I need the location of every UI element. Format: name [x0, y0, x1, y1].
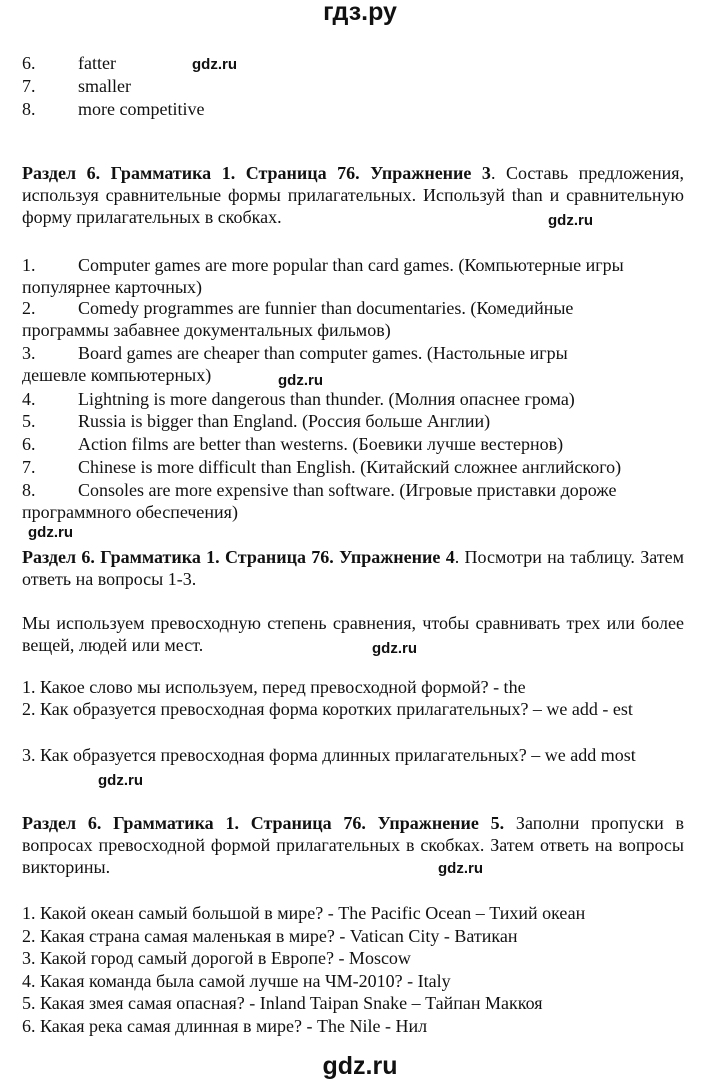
exercise-4-heading	[22, 546, 684, 590]
exercise-5-instruction: Заполни пропуски в вопросах превосходной формой прилагательных в скобках. Затем ответь на вопросы викторины.	[22, 813, 684, 877]
exercise-4-question-3: 3. Как образуется превосходная форма длинных прилагательных? – we add most	[22, 745, 636, 765]
watermark: gdz.ru	[28, 524, 73, 541]
exercise-4-question-1: 1. Какое слово мы используем, перед превосходной формой? - the	[22, 677, 526, 697]
watermark: gdz.ru	[548, 212, 593, 229]
exercise-4-title: Раздел 6. Грамматика 1. Страница 76. Упражнение 4	[22, 547, 455, 567]
exercise-4-intro: Мы используем превосходную степень сравнения, чтобы сравнивать трех или более вещей, людей или мест.	[22, 613, 684, 655]
exercise-4-question-2: 2. Как образуется превосходная форма коротких прилагательных? – we add - est	[22, 699, 633, 719]
watermark: gdz.ru	[98, 772, 143, 789]
list-item: 3. Какой город самый дорогой в Европе? - Moscow	[22, 948, 411, 968]
exercise-3-instruction: . Составь предложения, используя сравнительные формы прилагательных. Используй than и сравнительную форму прилагательных в скобках.	[22, 163, 684, 227]
list-item: 7. smaller	[22, 76, 131, 96]
list-item: 2. Comedy programmes are funnier than documentaries. (Комедийные программы забавнее документальных фильмов)	[22, 298, 574, 340]
exercise-3-title: Раздел 6. Грамматика 1. Страница 76. Упражнение 3	[22, 163, 491, 183]
watermark: gdz.ru	[438, 860, 483, 877]
list-item: 5. Какая змея самая опасная? - Inland Taipan Snake – Тайпан Маккоя	[22, 993, 543, 1013]
list-item: 4. Какая команда была самой лучше на ЧМ-2010? - Italy	[22, 971, 451, 991]
list-item: 2. Какая страна самая маленькая в мире? - Vatican City - Ватикан	[22, 926, 518, 946]
list-item: 4. Lightning is more dangerous than thunder. (Молния опаснее грома)	[22, 389, 575, 409]
list-item: 6. fatter	[22, 53, 116, 73]
list-item: 1. Какой океан самый большой в мире? - The Pacific Ocean – Тихий океан	[22, 903, 586, 923]
list-item: 6. Action films are better than westerns. (Боевики лучше вестернов)	[22, 434, 564, 454]
list-item: 3. Board games are cheaper than computer games. (Настольные игры дешевле компьютерных)	[22, 343, 568, 385]
watermark: gdz.ru	[278, 372, 323, 389]
site-header: гдз.ру	[323, 0, 397, 26]
list-item: 8. Consoles are more expensive than software. (Игровые приставки дороже программного обеспечения)	[22, 480, 617, 522]
exercise-5-title: Раздел 6. Грамматика 1. Страница 76. Упражнение 5.	[22, 813, 505, 833]
list-item: 1. Computer games are more popular than card games. (Компьютерные игры популярнее карточных)	[22, 255, 624, 297]
list-item: 5. Russia is bigger than England. (Россия больше Англии)	[22, 411, 491, 431]
watermark: gdz.ru	[192, 56, 237, 73]
list-item: 8. more competitive	[22, 99, 205, 119]
list-item: 6. Какая река самая длинная в мире? - The Nile - Нил	[22, 1016, 428, 1036]
exercise-4-instruction: . Посмотри на таблицу. Затем ответь на вопросы 1-3.	[22, 547, 684, 589]
exercise-5-heading	[22, 812, 684, 878]
site-footer: gdz.ru	[322, 1052, 398, 1080]
watermark: gdz.ru	[372, 640, 417, 657]
list-item: 7. Chinese is more difficult than English. (Китайский сложнее английского)	[22, 457, 622, 477]
